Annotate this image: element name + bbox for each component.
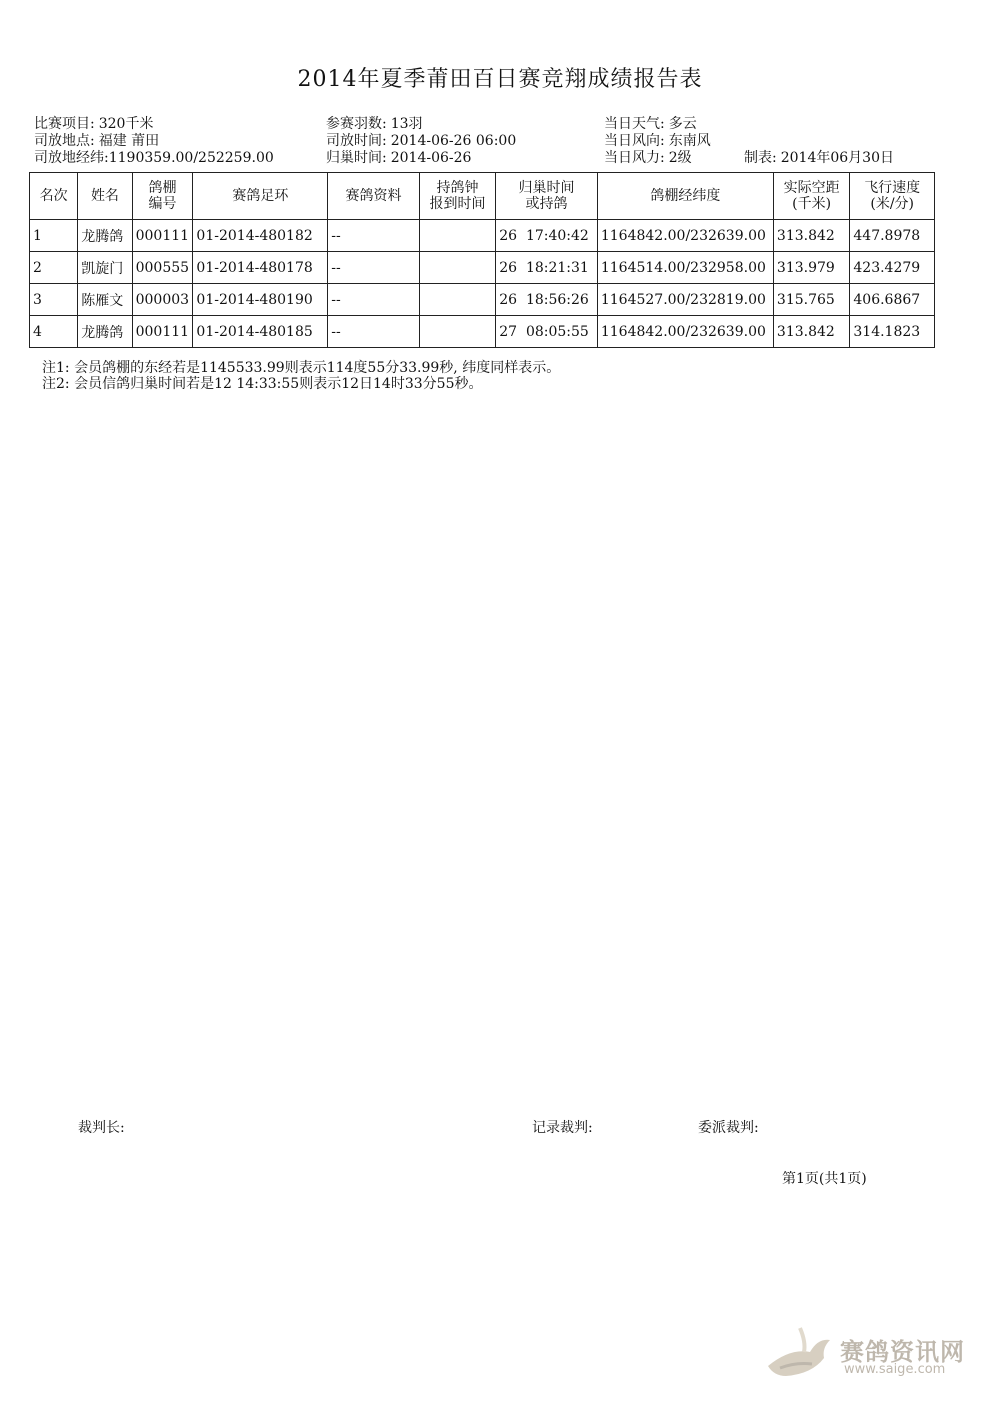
event-label: 比赛项目: — [34, 116, 95, 132]
info-row-2 — [34, 133, 954, 150]
note-2: 注2: 会员信鸽归巢时间若是12 14:33:55则表示12日14时33分55秒。 — [42, 376, 483, 392]
column-header-text: 名次 — [39, 188, 68, 204]
pigeon-logo-icon — [760, 1318, 840, 1388]
column-header — [78, 173, 132, 220]
table-cell: 陈雁文 — [78, 284, 132, 316]
table-cell: 447.8978 — [850, 220, 935, 252]
race-info — [34, 116, 954, 167]
table-cell: 01-2014-480185 — [193, 316, 328, 348]
release-place-value: 福建 莆田 — [98, 133, 160, 149]
table-cell — [419, 284, 495, 316]
column-header — [193, 173, 328, 220]
table-cell: 1164842.00/232639.00 — [597, 220, 773, 252]
table-cell — [419, 252, 495, 284]
record-referee-label: 记录裁判: — [532, 1120, 593, 1136]
table-row — [30, 284, 935, 316]
column-header — [496, 173, 598, 220]
return-time-value: 2014-06-26 — [390, 150, 472, 166]
site-watermark — [760, 1318, 970, 1388]
table-cell: 4 — [30, 316, 78, 348]
column-header-text: 飞行速度 — [864, 180, 921, 196]
column-header-text: 赛鸽资料 — [345, 188, 402, 204]
table-cell: 龙腾鸽 — [78, 316, 132, 348]
column-header-text: (千米) — [792, 196, 832, 212]
table-cell: 26 18:56:26 — [496, 284, 598, 316]
table-header-row — [30, 173, 935, 220]
table-body — [30, 220, 935, 348]
column-header — [773, 173, 849, 220]
results-table — [29, 172, 935, 348]
table-cell: -- — [328, 284, 420, 316]
column-header — [850, 173, 935, 220]
column-header-text: 报到时间 — [429, 196, 486, 212]
watermark-url: www.saige.com — [844, 1362, 946, 1377]
table-cell: 1 — [30, 220, 78, 252]
chief-referee-label: 裁判长: — [78, 1120, 125, 1136]
table-cell: 000555 — [132, 252, 193, 284]
wind-direction-value: 东南风 — [668, 133, 711, 149]
table-row — [30, 220, 935, 252]
table-cell: 26 18:21:31 — [496, 252, 598, 284]
column-header-text: 持鸽钟 — [436, 180, 479, 196]
release-time-value: 2014-06-26 06:00 — [390, 133, 517, 149]
column-header — [132, 173, 193, 220]
page-number: 第1页(共1页) — [782, 1171, 867, 1187]
table-cell: 406.6867 — [850, 284, 935, 316]
column-header-text: 鸽棚 — [148, 180, 177, 196]
info-row-3 — [34, 150, 954, 167]
table-cell — [419, 316, 495, 348]
table-cell: 000003 — [132, 284, 193, 316]
table-cell: 000111 — [132, 316, 193, 348]
table-row — [30, 316, 935, 348]
column-header — [419, 173, 495, 220]
table-cell: 凯旋门 — [78, 252, 132, 284]
table-cell: 000111 — [132, 220, 193, 252]
column-header-text: 实际空距 — [783, 180, 840, 196]
table-cell: 1164842.00/232639.00 — [597, 316, 773, 348]
info-row-1 — [34, 116, 954, 133]
column-header-text: 赛鸽足环 — [232, 188, 289, 204]
column-header — [597, 173, 773, 220]
table-cell — [419, 220, 495, 252]
table-cell: 3 — [30, 284, 78, 316]
wind-force-label: 当日风力: — [604, 150, 665, 166]
entries-label: 参赛羽数: — [326, 116, 387, 132]
entries-value: 13羽 — [390, 116, 423, 132]
column-header-text: (米/分) — [870, 196, 914, 212]
wind-force-value: 2级 — [668, 150, 692, 166]
column-header-text: 鸽棚经纬度 — [650, 188, 721, 204]
column-header-text: 姓名 — [90, 188, 119, 204]
table-cell: 01-2014-480182 — [193, 220, 328, 252]
table-row — [30, 252, 935, 284]
return-time-label: 归巢时间: — [326, 150, 387, 166]
table-cell: 313.842 — [773, 220, 849, 252]
column-header — [30, 173, 78, 220]
table-cell: 龙腾鸽 — [78, 220, 132, 252]
column-header-text: 归巢时间 — [518, 180, 575, 196]
weather-value: 多云 — [668, 116, 697, 132]
table-cell: 315.765 — [773, 284, 849, 316]
column-header-text: 编号 — [148, 196, 177, 212]
table-cell: 01-2014-480190 — [193, 284, 328, 316]
table-cell: 1164514.00/232958.00 — [597, 252, 773, 284]
table-cell: 313.979 — [773, 252, 849, 284]
column-header-text: 或持鸽 — [525, 196, 568, 212]
weather-label: 当日天气: — [604, 116, 665, 132]
event-value: 320千米 — [98, 116, 154, 132]
notes — [42, 360, 560, 392]
release-coord-value: 1190359.00/252259.00 — [108, 150, 274, 166]
made-label: 制表: — [744, 150, 777, 166]
column-header — [328, 173, 420, 220]
page-title: 2014年夏季莆田百日赛竞翔成绩报告表 — [297, 67, 703, 92]
release-place-label: 司放地点: — [34, 133, 95, 149]
table-cell: 423.4279 — [850, 252, 935, 284]
wind-direction-label: 当日风向: — [604, 133, 665, 149]
table-cell: 1164527.00/232819.00 — [597, 284, 773, 316]
note-1: 注1: 会员鸽棚的东经若是1145533.99则表示114度55分33.99秒, 纬度同样表示。 — [42, 360, 561, 376]
watermark-name: 赛鸽资讯网 — [840, 1338, 965, 1366]
table-cell: -- — [328, 316, 420, 348]
release-coord-label: 司放地经纬: — [34, 150, 109, 166]
table-cell: 26 17:40:42 — [496, 220, 598, 252]
table-cell: 314.1823 — [850, 316, 935, 348]
release-time-label: 司放时间: — [326, 133, 387, 149]
appointed-referee-label: 委派裁判: — [698, 1120, 759, 1136]
table-cell: 313.842 — [773, 316, 849, 348]
table-cell: 2 — [30, 252, 78, 284]
made-value: 2014年06月30日 — [780, 150, 894, 166]
table-cell: -- — [328, 252, 420, 284]
table-cell: 01-2014-480178 — [193, 252, 328, 284]
table-cell: 27 08:05:55 — [496, 316, 598, 348]
table-cell: -- — [328, 220, 420, 252]
